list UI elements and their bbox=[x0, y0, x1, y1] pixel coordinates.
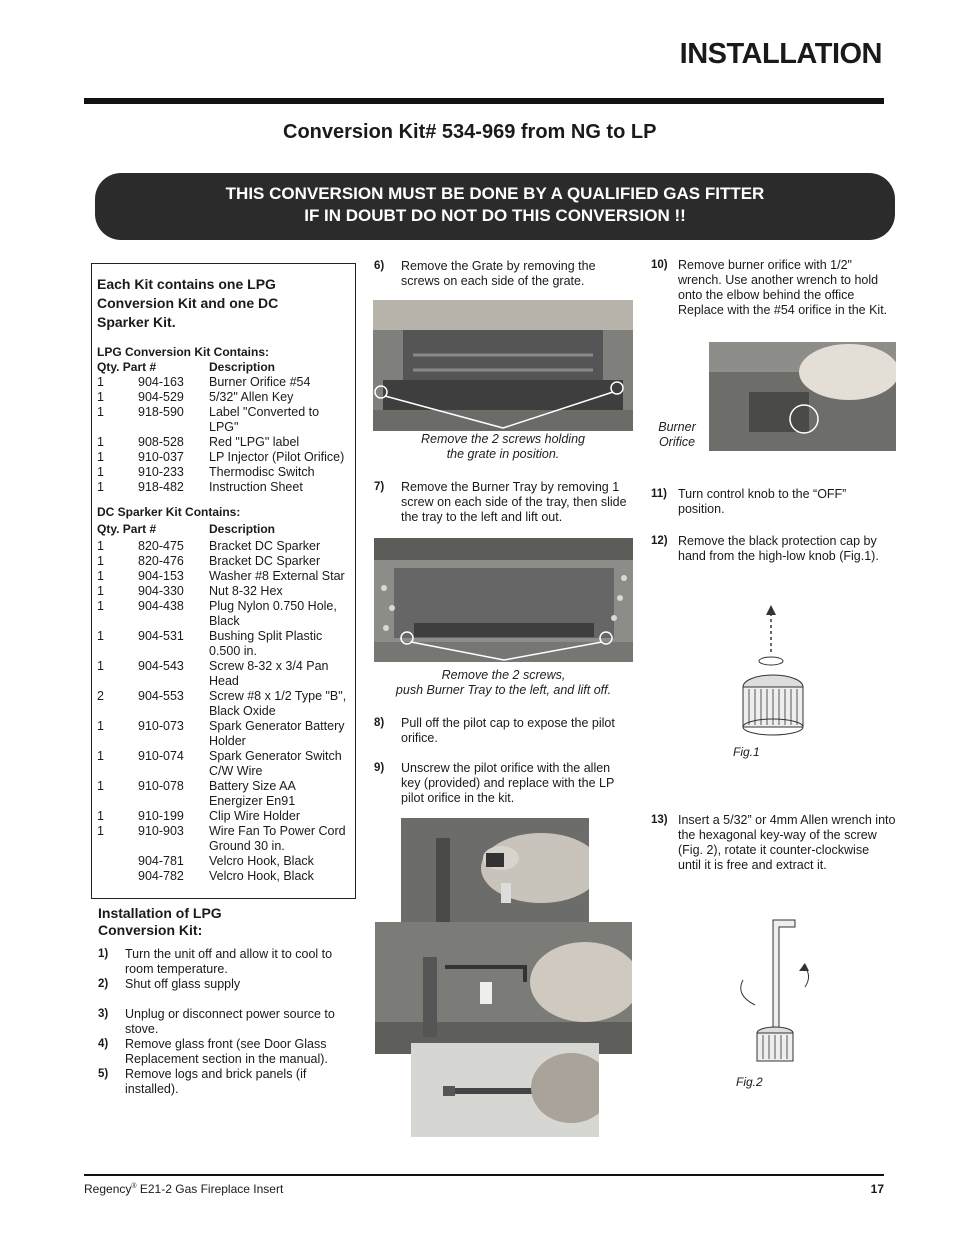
dc-col-qty-part: Qty. Part # bbox=[97, 522, 157, 536]
parts-qty: 1 bbox=[97, 554, 104, 568]
step-number: 9) bbox=[374, 762, 385, 774]
parts-number: 820-475 bbox=[138, 539, 184, 553]
parts-number: 910-037 bbox=[138, 450, 184, 464]
step-number: 2) bbox=[98, 978, 109, 990]
install-heading-line: Conversion Kit: bbox=[98, 922, 203, 938]
kit-heading-line: Conversion Kit and one DC bbox=[97, 295, 279, 311]
step-line: onto the elbow behind the office bbox=[678, 288, 855, 302]
step-text bbox=[125, 1037, 328, 1067]
description-line: Bushing Split Plastic bbox=[209, 629, 323, 643]
pilot-orifice-photo-art bbox=[411, 1043, 599, 1137]
parts-number: 910-074 bbox=[138, 749, 184, 763]
parts-number: 910-199 bbox=[138, 809, 184, 823]
parts-number: 910-073 bbox=[138, 719, 184, 733]
description-line: Clip Wire Holder bbox=[209, 809, 300, 823]
burner-orifice-photo-art bbox=[709, 342, 896, 451]
parts-description bbox=[209, 749, 354, 779]
step-number: 5) bbox=[98, 1068, 109, 1080]
step-line: Remove glass front (see Door Glass bbox=[125, 1037, 327, 1051]
description-line: Red "LPG" label bbox=[209, 435, 300, 449]
dc-kit-title: DC Sparker Kit Contains: bbox=[97, 505, 241, 519]
bottom-divider bbox=[84, 1174, 884, 1176]
parts-number: 910-903 bbox=[138, 824, 184, 838]
kit-heading bbox=[97, 275, 347, 332]
parts-number: 910-233 bbox=[138, 465, 184, 479]
pilot-cap-photo bbox=[401, 818, 589, 922]
description-line: 0.500 in. bbox=[209, 644, 257, 658]
step-line: Turn the unit off and allow it to cool to bbox=[125, 947, 333, 961]
step-line: Remove the Burner Tray by removing 1 bbox=[401, 480, 620, 494]
parts-description bbox=[209, 809, 354, 824]
parts-qty: 1 bbox=[97, 809, 104, 823]
description-line: Nut 8-32 Hex bbox=[209, 584, 283, 598]
label-line: Orifice bbox=[658, 435, 696, 449]
step-line: Replacement section in the manual). bbox=[125, 1052, 328, 1066]
parts-description bbox=[209, 375, 354, 390]
description-line: Spark Generator Battery bbox=[209, 719, 345, 733]
parts-qty: 1 bbox=[97, 749, 104, 763]
description-line: 5/32" Allen Key bbox=[209, 390, 294, 404]
step-line: Replace with the #54 orifice in the Kit. bbox=[678, 303, 888, 317]
step-line: screws on each side of the grate. bbox=[401, 274, 585, 288]
step-text bbox=[401, 716, 615, 746]
description-line: Screw 8-32 x 3/4 Pan bbox=[209, 659, 329, 673]
grate-caption bbox=[373, 432, 633, 462]
parts-description bbox=[209, 405, 354, 435]
description-line: Label "Converted to bbox=[209, 405, 320, 419]
description-line: Wire Fan To Power Cord bbox=[209, 824, 346, 838]
footer-product bbox=[84, 1182, 283, 1196]
parts-qty: 1 bbox=[97, 719, 104, 733]
parts-description bbox=[209, 689, 354, 719]
parts-qty: 1 bbox=[97, 390, 104, 404]
grate-photo bbox=[373, 300, 633, 431]
step-text bbox=[125, 977, 240, 992]
step-text bbox=[678, 534, 879, 564]
parts-description bbox=[209, 629, 354, 659]
step-number: 4) bbox=[98, 1038, 109, 1050]
allen-key-photo-art bbox=[375, 922, 632, 1054]
parts-number: 904-781 bbox=[138, 854, 184, 868]
parts-description bbox=[209, 569, 354, 584]
step-line: until it is free and extract it. bbox=[678, 858, 827, 872]
step-line: Unscrew the pilot orifice with the allen bbox=[401, 761, 611, 775]
caption-line: Remove the 2 screws holding bbox=[421, 432, 585, 446]
description-line: Holder bbox=[209, 734, 246, 748]
footer-brand: Regency bbox=[84, 1182, 132, 1196]
description-line: Bracket DC Sparker bbox=[209, 554, 321, 568]
parts-description bbox=[209, 869, 354, 884]
parts-description bbox=[209, 435, 354, 450]
step-line: the tray to the left and lift out. bbox=[401, 510, 563, 524]
parts-number: 904-438 bbox=[138, 599, 184, 613]
fig2-allen-wrench-drawing bbox=[735, 915, 825, 1065]
fig1-knob-drawing bbox=[735, 605, 825, 745]
fig2-label: Fig.2 bbox=[736, 1075, 763, 1089]
parts-description bbox=[209, 599, 354, 629]
description-line: Spark Generator Switch bbox=[209, 749, 342, 763]
parts-qty: 1 bbox=[97, 629, 104, 643]
fig1-label: Fig.1 bbox=[733, 745, 760, 759]
step-number: 10) bbox=[651, 259, 668, 271]
kit-heading-line: Sparker Kit. bbox=[97, 314, 176, 330]
grate-photo-art bbox=[373, 300, 633, 431]
step-number: 6) bbox=[374, 260, 385, 272]
step-line: (Fig. 2), rotate it counter-clockwise bbox=[678, 843, 870, 857]
step-line: Remove logs and brick panels (if bbox=[125, 1067, 307, 1081]
step-line: installed). bbox=[125, 1082, 179, 1096]
burner-orifice-photo bbox=[709, 342, 896, 451]
step-number: 3) bbox=[98, 1008, 109, 1020]
description-line: Screw #8 x 1/2 Type "B", bbox=[209, 689, 347, 703]
step-text bbox=[678, 258, 887, 318]
label-line: Burner bbox=[658, 420, 696, 434]
pilot-orifice-photo bbox=[411, 1043, 599, 1137]
description-line: LPG" bbox=[209, 420, 239, 434]
description-line: Washer #8 External Star bbox=[209, 569, 345, 583]
pilot-cap-photo-art bbox=[401, 818, 589, 922]
step-line: orifice. bbox=[401, 731, 438, 745]
description-line: Head bbox=[209, 674, 239, 688]
step-line: the hexagonal key-way of the screw bbox=[678, 828, 877, 842]
step-line: room temperature. bbox=[125, 962, 228, 976]
lpg-col-qty-part: Qty. Part # bbox=[97, 360, 157, 374]
step-number: 13) bbox=[651, 814, 668, 826]
step-line: key (provided) and replace with the LP bbox=[401, 776, 615, 790]
description-line: Velcro Hook, Black bbox=[209, 869, 314, 883]
step-line: hand from the high-low knob (Fig.1). bbox=[678, 549, 879, 563]
step-line: Shut off glass supply bbox=[125, 977, 241, 991]
parts-qty: 1 bbox=[97, 480, 104, 494]
step-line: Unplug or disconnect power source to bbox=[125, 1007, 335, 1021]
parts-number: 904-153 bbox=[138, 569, 184, 583]
parts-qty: 2 bbox=[97, 689, 104, 703]
parts-number: 910-078 bbox=[138, 779, 184, 793]
description-line: Plug Nylon 0.750 Hole, bbox=[209, 599, 337, 613]
description-line: Burner Orifice #54 bbox=[209, 375, 311, 389]
parts-qty: 1 bbox=[97, 779, 104, 793]
warning-line-2: IF IN DOUBT DO NOT DO THIS CONVERSION !! bbox=[304, 206, 686, 225]
page-title: Conversion Kit# 534-969 from NG to LP bbox=[283, 121, 657, 143]
description-line: Velcro Hook, Black bbox=[209, 854, 314, 868]
parts-description bbox=[209, 539, 354, 554]
step-line: Remove the black protection cap by bbox=[678, 534, 877, 548]
parts-description bbox=[209, 450, 354, 465]
step-text bbox=[125, 947, 332, 977]
footer-product-name: E21-2 Gas Fireplace Insert bbox=[136, 1182, 284, 1196]
top-divider bbox=[84, 98, 884, 104]
parts-number: 918-482 bbox=[138, 480, 184, 494]
parts-qty: 1 bbox=[97, 435, 104, 449]
step-line: Remove burner orifice with 1/2" bbox=[678, 258, 852, 272]
parts-description bbox=[209, 854, 354, 869]
registered-mark: ® bbox=[131, 1183, 137, 1190]
caption-line: push Burner Tray to the left, and lift off. bbox=[395, 683, 612, 697]
parts-qty: 1 bbox=[97, 569, 104, 583]
step-line: Insert a 5/32” or 4mm Allen wrench into bbox=[678, 813, 896, 827]
description-line: Thermodisc Switch bbox=[209, 465, 315, 479]
parts-qty: 1 bbox=[97, 584, 104, 598]
step-line: stove. bbox=[125, 1022, 159, 1036]
allen-key-photo bbox=[375, 922, 632, 1054]
description-line: Energizer En91 bbox=[209, 794, 296, 808]
parts-number: 904-543 bbox=[138, 659, 184, 673]
parts-qty: 1 bbox=[97, 539, 104, 553]
caption-line: the grate in position. bbox=[446, 447, 560, 461]
description-line: Ground 30 in. bbox=[209, 839, 285, 853]
parts-number: 904-782 bbox=[138, 869, 184, 883]
step-text bbox=[678, 487, 846, 517]
install-heading bbox=[98, 905, 222, 939]
step-line: screw on each side of the tray, then slide bbox=[401, 495, 627, 509]
parts-qty: 1 bbox=[97, 659, 104, 673]
step-line: position. bbox=[678, 502, 725, 516]
step-line: Turn control knob to the “OFF” bbox=[678, 487, 847, 501]
parts-qty: 1 bbox=[97, 824, 104, 838]
step-line: wrench. Use another wrench to hold bbox=[678, 273, 879, 287]
description-line: Instruction Sheet bbox=[209, 480, 303, 494]
step-text bbox=[125, 1007, 335, 1037]
parts-qty: 1 bbox=[97, 405, 104, 419]
step-number: 7) bbox=[374, 481, 385, 493]
burner-orifice-label bbox=[652, 420, 702, 450]
parts-number: 820-476 bbox=[138, 554, 184, 568]
step-number: 11) bbox=[651, 488, 667, 500]
parts-number: 918-590 bbox=[138, 405, 184, 419]
description-line: LP Injector (Pilot Orifice) bbox=[209, 450, 345, 464]
step-text bbox=[401, 480, 627, 525]
step-text bbox=[125, 1067, 306, 1097]
parts-number: 904-163 bbox=[138, 375, 184, 389]
parts-qty: 1 bbox=[97, 375, 104, 389]
parts-description bbox=[209, 824, 354, 854]
description-line: Battery Size AA bbox=[209, 779, 296, 793]
description-line: C/W Wire bbox=[209, 764, 263, 778]
description-line: Black bbox=[209, 614, 240, 628]
warning-line-1: THIS CONVERSION MUST BE DONE BY A QUALIFIED GAS FITTER bbox=[225, 184, 765, 203]
step-text bbox=[401, 259, 596, 289]
parts-number: 908-528 bbox=[138, 435, 184, 449]
parts-number: 904-330 bbox=[138, 584, 184, 598]
page-number: 17 bbox=[870, 1182, 884, 1196]
dc-col-description: Description bbox=[209, 522, 276, 536]
install-heading-line: Installation of LPG bbox=[98, 905, 222, 921]
parts-description bbox=[209, 659, 354, 689]
lpg-kit-title: LPG Conversion Kit Contains: bbox=[97, 345, 270, 359]
step-line: Remove the Grate by removing the bbox=[401, 259, 596, 273]
parts-number: 904-529 bbox=[138, 390, 184, 404]
description-line: Bracket DC Sparker bbox=[209, 539, 321, 553]
parts-description bbox=[209, 719, 354, 749]
burner-tray-photo-art bbox=[374, 538, 633, 662]
step-text bbox=[401, 761, 614, 806]
parts-number: 904-553 bbox=[138, 689, 184, 703]
parts-description bbox=[209, 779, 354, 809]
kit-heading-line: Each Kit contains one LPG bbox=[97, 276, 276, 292]
step-line: pilot orifice in the kit. bbox=[401, 791, 515, 805]
parts-description bbox=[209, 480, 354, 495]
burner-tray-caption bbox=[374, 668, 633, 698]
parts-number: 904-531 bbox=[138, 629, 184, 643]
step-number: 12) bbox=[651, 535, 668, 547]
section-title: INSTALLATION bbox=[679, 38, 882, 70]
step-line: Pull off the pilot cap to expose the pilot bbox=[401, 716, 615, 730]
step-text bbox=[678, 813, 895, 873]
parts-qty: 1 bbox=[97, 450, 104, 464]
parts-qty: 1 bbox=[97, 599, 104, 613]
description-line: Black Oxide bbox=[209, 704, 276, 718]
parts-description bbox=[209, 390, 354, 405]
lpg-col-description: Description bbox=[209, 360, 276, 374]
parts-description bbox=[209, 554, 354, 569]
warning-banner bbox=[95, 173, 895, 240]
parts-description bbox=[209, 584, 354, 599]
parts-qty: 1 bbox=[97, 465, 104, 479]
step-number: 8) bbox=[374, 717, 385, 729]
burner-tray-photo bbox=[374, 538, 633, 662]
step-number: 1) bbox=[98, 948, 109, 960]
parts-description bbox=[209, 465, 354, 480]
caption-line: Remove the 2 screws, bbox=[441, 668, 566, 682]
